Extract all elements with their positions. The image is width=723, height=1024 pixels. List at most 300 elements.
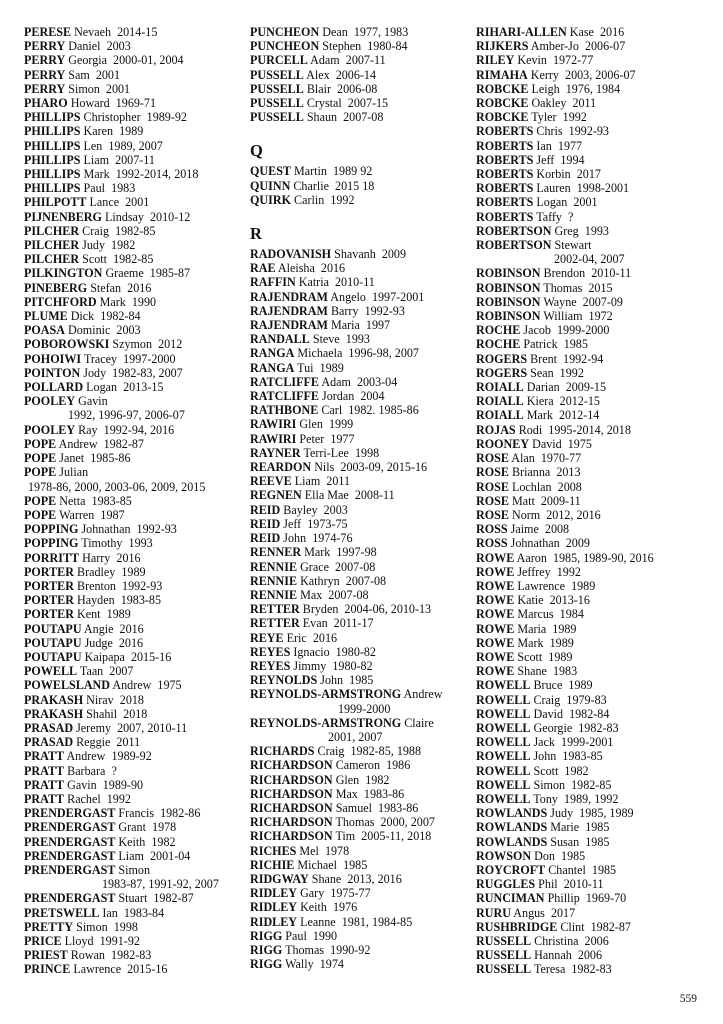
index-entry: [24, 522, 246, 536]
entry-surname: ROGERS: [476, 365, 528, 380]
entry-surname: PUSSELL: [250, 67, 304, 82]
index-entry: [250, 659, 472, 673]
index-entry-continuation: 1983-87, 1991-92, 2007: [102, 877, 219, 892]
entry-years: 2009-15: [565, 380, 607, 395]
index-entry: [24, 352, 246, 366]
index-entry: [250, 943, 472, 957]
entry-surname: PORTER: [24, 578, 74, 593]
entry-years: 2007-08: [345, 573, 387, 588]
entry-years: 1985-86: [90, 451, 131, 466]
entry-given-name: Ian: [102, 905, 118, 920]
entry-surname: RAYNER: [250, 445, 301, 460]
index-entry: [476, 124, 711, 138]
entry-surname: REID: [250, 516, 281, 531]
entry-given-name: Shahil: [86, 706, 118, 721]
entry-surname: PILCHER: [24, 238, 80, 253]
entry-surname: RADOVANISH: [250, 247, 332, 262]
index-entry: [250, 744, 472, 758]
entry-given-name: Barbara: [67, 763, 106, 778]
index-entry: [250, 417, 472, 431]
entry-years: 1982-87: [153, 891, 194, 906]
index-entry: [476, 749, 711, 763]
entry-years: 2016: [119, 621, 144, 636]
index-entry: [250, 460, 472, 474]
entry-given-name: Simon: [118, 862, 151, 877]
entry-given-name: Marcus: [517, 607, 554, 622]
entry-given-name: Stefan: [90, 280, 122, 295]
entry-surname: PORRITT: [24, 550, 80, 565]
entry-surname: RUSSELL: [476, 948, 532, 963]
entry-given-name: Max: [300, 587, 323, 602]
entry-given-name: Kent: [77, 607, 101, 622]
entry-years: 1989: [106, 607, 131, 622]
entry-years: 2012, 2016: [546, 507, 601, 522]
entry-surname: ROBERTSON: [476, 238, 552, 253]
entry-surname: RICHARDSON: [250, 800, 333, 815]
index-entry: [476, 735, 711, 749]
index-entry: [476, 636, 711, 650]
entry-years: 1992-93: [364, 303, 405, 318]
entry-given-name: Brendon: [543, 266, 586, 281]
entry-surname: POUTAPU: [24, 649, 82, 664]
index-entry: [24, 593, 246, 607]
entry-surname: POWELL: [24, 664, 78, 679]
entry-years: 1985, 1989: [579, 806, 634, 821]
index-entry: [476, 693, 711, 707]
entry-given-name: Janet: [59, 451, 85, 466]
entry-given-name: Rowan: [70, 948, 105, 963]
entry-years: 1982-85, 1988: [350, 744, 422, 759]
entry-given-name: Lloyd: [64, 934, 94, 948]
entry-years: 1989-92: [146, 110, 187, 125]
index-entry: [24, 962, 246, 976]
entry-years: 1980-82: [335, 644, 376, 659]
entry-given-name: Christopher: [83, 110, 141, 125]
index-entry: [250, 403, 472, 417]
entry-given-name: Rodi: [518, 422, 543, 437]
entry-surname: PRENDERGAST: [24, 820, 116, 835]
entry-years: 2016: [599, 25, 625, 39]
entry-surname: RUNCIMAN: [476, 891, 545, 906]
index-entry: [24, 693, 246, 707]
entry-surname: ROBINSON: [476, 280, 541, 295]
entry-years: 1992-93: [136, 522, 177, 537]
entry-years: 1980-84: [367, 39, 408, 54]
entry-given-name: Michael: [297, 857, 338, 872]
entry-given-name: Adam: [310, 53, 340, 68]
entry-given-name: Aleisha: [277, 261, 315, 276]
entry-years: 1990: [131, 294, 157, 309]
entry-surname: PRENDERGAST: [24, 862, 116, 877]
index-entry: [24, 195, 246, 209]
entry-years: 1989: [571, 578, 596, 593]
index-entry: [24, 835, 246, 849]
entry-given-name: John: [533, 749, 557, 764]
entry-given-name: Mark: [526, 408, 553, 423]
entry-surname: ROWELL: [476, 749, 531, 764]
entry-surname: PHILPOTT: [24, 195, 87, 210]
section-letter-heading: Q: [250, 141, 263, 161]
entry-surname: ROSE: [476, 465, 509, 480]
entry-surname: PHILLIPS: [24, 124, 81, 139]
entry-years: 2018: [119, 692, 144, 707]
entry-years: 1983-84: [123, 905, 165, 920]
entry-surname: PRASAD: [24, 735, 74, 750]
entry-surname: PITCHFORD: [24, 294, 97, 309]
entry-surname: ROBERTS: [476, 138, 534, 153]
index-entry: [24, 579, 246, 593]
entry-given-name: Paul: [83, 181, 106, 196]
entry-years: 2007: [109, 664, 134, 679]
entry-years: 1977, 1983: [353, 25, 409, 39]
entry-given-name: Peter: [299, 431, 325, 446]
index-entry: [476, 792, 711, 806]
entry-years: 1989, 1992: [563, 791, 619, 806]
entry-years: 2010-11: [563, 877, 604, 892]
index-entry: [250, 588, 472, 602]
index-entry: [476, 451, 711, 465]
entry-given-name: Carlin: [294, 192, 325, 207]
index-entry: [250, 545, 472, 559]
entry-surname: RAE: [250, 261, 276, 276]
index-entry: [24, 380, 246, 394]
entry-given-name: Gavin: [78, 394, 108, 409]
index-entry: [250, 488, 472, 502]
index-entry: [250, 25, 472, 39]
entry-years: 2004: [360, 389, 385, 404]
index-entry: [476, 678, 711, 692]
entry-surname: ROBERTS: [476, 209, 534, 224]
entry-given-name: Simon: [533, 777, 566, 792]
index-entry: [476, 778, 711, 792]
index-entry: [250, 290, 472, 304]
entry-given-name: Len: [83, 138, 103, 153]
entry-years: 2016: [127, 280, 152, 295]
entry-surname: RAWIRI: [250, 417, 297, 432]
index-entry: [250, 645, 472, 659]
index-entry: [476, 210, 711, 224]
index-entry: [24, 707, 246, 721]
entry-surname: POWELSLAND: [24, 678, 111, 693]
entry-surname: RENNER: [250, 545, 302, 560]
entry-surname: RIMAHA: [476, 67, 528, 82]
entry-years: 2013-16: [549, 593, 590, 608]
index-entry: [250, 844, 472, 858]
entry-surname: ROWE: [476, 578, 515, 593]
entry-given-name: Angelo: [330, 289, 366, 304]
entry-given-name: Wayne: [543, 294, 577, 309]
entry-given-name: Oakley: [531, 96, 567, 111]
entry-surname: PORTER: [24, 593, 74, 608]
index-entry: [476, 366, 711, 380]
entry-years: 1989: [549, 635, 574, 650]
entry-surname: PINEBERG: [24, 280, 88, 295]
entry-given-name: Shane: [311, 871, 342, 886]
entry-given-name: Patrick: [523, 337, 558, 352]
entry-surname: ROWE: [476, 635, 515, 650]
index-entry: [250, 915, 472, 929]
entry-years: 1982-83, 2007: [112, 365, 183, 380]
index-entry-continuation: 2002-04, 2007: [554, 252, 625, 267]
entry-surname: REGNEN: [250, 488, 302, 503]
entry-years: 1989: [119, 124, 144, 139]
entry-years: 1982-83: [578, 720, 619, 735]
entry-given-name: Johnathan: [81, 522, 131, 537]
entry-years: 1982-87: [590, 919, 631, 934]
index-entry: [24, 437, 246, 451]
entry-surname: PUSSELL: [250, 96, 304, 111]
entry-given-name: Lawrence: [517, 578, 566, 593]
index-entry: [250, 716, 472, 730]
entry-given-name: Don: [534, 848, 555, 863]
index-entry: [476, 820, 711, 834]
entry-years: 2015-16: [130, 649, 172, 664]
entry-surname: PRICE: [24, 934, 62, 948]
entry-surname: ROBCKE: [476, 81, 529, 96]
entry-surname: PERESE: [24, 25, 72, 39]
entry-surname: POPE: [24, 451, 57, 466]
index-entry: [250, 332, 472, 346]
index-entry: [24, 678, 246, 692]
entry-years: 1991-92: [99, 934, 140, 948]
entry-years: 1992-2014, 2018: [115, 167, 199, 182]
entry-surname: PRASAD: [24, 720, 74, 735]
entry-years: 1978: [324, 843, 350, 858]
entry-years: 2009: [381, 247, 407, 262]
index-entry: [250, 164, 472, 178]
index-entry: [24, 735, 246, 749]
entry-given-name: Lochlan: [511, 479, 552, 494]
entry-given-name: Lauren: [536, 181, 571, 196]
index-entry: [476, 224, 711, 238]
entry-given-name: Andrew: [66, 749, 106, 764]
entry-given-name: Thomas: [285, 942, 325, 957]
entry-years: 2005-11, 2018: [361, 829, 432, 844]
index-entry: [24, 792, 246, 806]
entry-surname: RICHES: [250, 843, 297, 858]
entry-years: 2006: [577, 948, 603, 963]
entry-given-name: John: [320, 673, 344, 688]
entry-surname: PILCHER: [24, 252, 80, 267]
entry-years: 1976, 1984: [565, 81, 621, 96]
entry-years: 1999-2001: [561, 735, 614, 750]
entry-surname: PERRY: [24, 81, 66, 96]
entry-surname: RUGGLES: [476, 877, 536, 892]
entry-years: 1972-77: [552, 53, 594, 68]
entry-given-name: David: [532, 436, 562, 451]
entry-years: 2016: [320, 261, 346, 276]
entry-given-name: Shavanh: [334, 247, 376, 262]
entry-surname: ROWSON: [476, 848, 532, 863]
index-entry: [476, 863, 711, 877]
entry-surname: RAFFIN: [250, 275, 296, 290]
index-entry: [24, 451, 246, 465]
entry-given-name: Michaela: [297, 346, 343, 361]
entry-given-name: Rachel: [67, 791, 101, 806]
entry-years: 1983-85: [120, 593, 161, 608]
entry-given-name: Taan: [79, 664, 104, 679]
entry-given-name: Paul: [285, 928, 307, 943]
entry-surname: PRENDERGAST: [24, 834, 116, 849]
entry-surname: ROWLANDS: [476, 806, 548, 821]
entry-years: 1982: [151, 834, 176, 849]
entry-surname: ROCHE: [476, 337, 521, 352]
entry-years: 1985: [585, 834, 610, 849]
entry-years: 1992: [330, 192, 355, 207]
entry-years: 2003-09, 2015-16: [340, 460, 428, 475]
entry-years: 1993: [584, 223, 609, 238]
index-entry-continuation: 2001, 2007: [328, 729, 383, 744]
index-entry: [24, 465, 246, 479]
entry-given-name: Claire: [404, 715, 434, 730]
entry-surname: ROJAS: [476, 422, 516, 437]
entry-years: 2006: [584, 934, 609, 948]
entry-surname: ROWE: [476, 593, 515, 608]
page-number: 559: [679, 993, 697, 1005]
index-entry: [476, 309, 711, 323]
entry-surname: ROWELL: [476, 720, 531, 735]
entry-surname: POPPING: [24, 536, 79, 551]
entry-years: 2004-06, 2010-13: [344, 602, 432, 617]
index-entry: [250, 96, 472, 110]
index-entry: [476, 920, 711, 934]
entry-given-name: Jeremy: [76, 720, 112, 735]
entry-years: 1998-2001: [576, 181, 630, 196]
index-entry: [476, 707, 711, 721]
index-entry: [476, 437, 711, 451]
entry-years: 2015: [588, 280, 613, 295]
entry-years: 1989: [121, 564, 146, 579]
index-entry: [250, 773, 472, 787]
entry-given-name: Kase: [569, 25, 594, 39]
entry-given-name: Shane: [517, 664, 547, 679]
entry-given-name: Keith: [300, 900, 327, 915]
entry-surname: PRAKASH: [24, 692, 84, 707]
entry-years: 1999: [328, 417, 354, 432]
index-entry: [250, 687, 472, 701]
entry-surname: RETTER: [250, 602, 300, 617]
entry-given-name: Kevin: [517, 53, 547, 68]
entry-given-name: Craig: [317, 744, 345, 759]
entry-surname: ROWELL: [476, 706, 531, 721]
entry-surname: ROBCKE: [476, 96, 529, 111]
entry-surname: RIJKERS: [476, 39, 529, 54]
entry-given-name: Glen: [335, 772, 360, 787]
index-entry: [476, 139, 711, 153]
entry-years: 1974-76: [312, 531, 353, 546]
index-entry: [24, 948, 246, 962]
entry-surname: ROWELL: [476, 678, 531, 693]
entry-given-name: Sam: [68, 67, 90, 82]
entry-surname: PERRY: [24, 53, 66, 68]
index-entry: [476, 962, 711, 976]
entry-years: 2003: [323, 502, 348, 517]
entry-surname: RENNIE: [250, 573, 298, 588]
entry-given-name: David: [533, 706, 564, 721]
entry-years: 2003, 2006-07: [565, 67, 636, 82]
entry-given-name: Marie: [550, 820, 580, 835]
entry-given-name: Karen: [83, 124, 114, 139]
entry-surname: RATHBONE: [250, 403, 319, 418]
entry-given-name: Brenton: [77, 578, 116, 593]
entry-years: 1982-83: [111, 948, 152, 963]
entry-years: 2013-15: [123, 380, 164, 395]
index-entry: [476, 25, 711, 39]
entry-years: 1994: [560, 152, 585, 167]
entry-surname: RIGG: [250, 928, 283, 943]
entry-surname: RIDLEY: [250, 914, 298, 929]
entry-years: 1982-85: [571, 777, 612, 792]
entry-given-name: Reggie: [76, 735, 111, 750]
entry-surname: ROBINSON: [476, 294, 541, 309]
entry-surname: ROWELL: [476, 692, 531, 707]
entry-surname: ROIALL: [476, 380, 524, 395]
index-entry: [476, 295, 711, 309]
entry-given-name: Mark: [83, 167, 110, 182]
entry-given-name: Grace: [300, 559, 329, 574]
entry-years: 1976: [333, 900, 358, 915]
entry-years: 1999-2000: [556, 323, 610, 338]
entry-surname: REID: [250, 502, 281, 517]
entry-given-name: Scott: [533, 763, 559, 778]
index-entry: [476, 394, 711, 408]
entry-surname: PRATT: [24, 791, 65, 806]
entry-surname: POLLARD: [24, 380, 84, 395]
index-entry: [24, 39, 246, 53]
index-entry: [24, 96, 246, 110]
entry-given-name: Kerry: [530, 67, 559, 82]
entry-given-name: Matt: [511, 493, 535, 508]
entry-years: 2007-08: [335, 559, 376, 574]
entry-given-name: Charlie: [293, 178, 329, 193]
index-entry: [250, 39, 472, 53]
entry-given-name: Liam: [294, 474, 321, 489]
index-entry: [250, 446, 472, 460]
entry-given-name: Adam: [321, 374, 351, 389]
index-entry: [476, 607, 711, 621]
entry-surname: REID: [250, 531, 281, 546]
index-entry: [24, 778, 246, 792]
entry-given-name: Christina: [534, 934, 579, 948]
entry-surname: POHOIWI: [24, 351, 82, 366]
entry-surname: ROWE: [476, 607, 515, 622]
entry-surname: ROWELL: [476, 791, 531, 806]
entry-years: 1990: [312, 928, 338, 943]
index-entry: [476, 551, 711, 565]
index-entry: [250, 375, 472, 389]
entry-given-name: Andrew: [112, 678, 152, 693]
entry-years: ?: [111, 763, 117, 778]
index-entry: [250, 801, 472, 815]
entry-surname: RUSHBRIDGE: [476, 919, 558, 934]
index-entry: [24, 153, 246, 167]
entry-years: 2014-15: [117, 25, 158, 39]
entry-given-name: Hayden: [77, 593, 115, 608]
entry-given-name: Netta: [59, 493, 86, 508]
index-entry: [250, 346, 472, 360]
entry-years: 1975: [567, 436, 592, 451]
entry-given-name: Shaun: [306, 110, 338, 125]
index-entry: [24, 607, 246, 621]
entry-years: 2011-17: [333, 616, 374, 631]
index-entry: [24, 806, 246, 820]
index-entry: [24, 820, 246, 834]
entry-given-name: Kiera: [526, 394, 554, 409]
entry-surname: REARDON: [250, 460, 312, 475]
entry-given-name: Alex: [306, 67, 330, 82]
entry-years: 1969-70: [585, 891, 627, 906]
index-entry: [476, 835, 711, 849]
